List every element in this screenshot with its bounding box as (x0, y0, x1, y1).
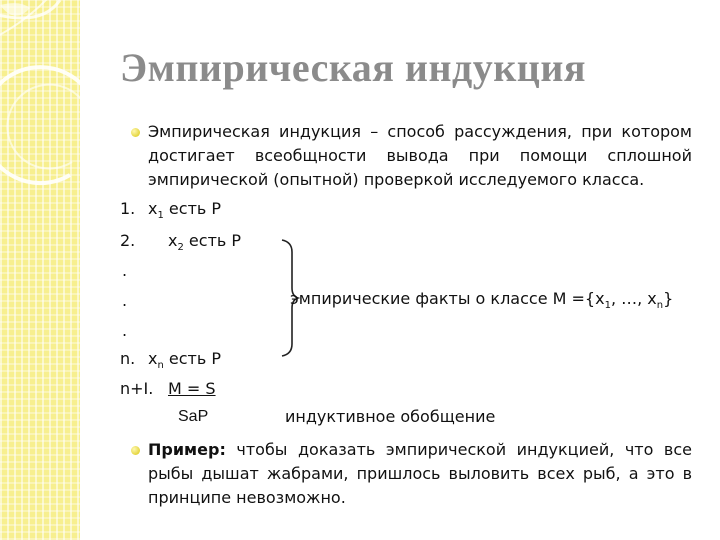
definition-line-1 (148, 120, 692, 144)
definition-line-3: эмпирической (опытной) проверкой исследуемого класса. (148, 170, 645, 189)
definition-line-2: достигает всеобщности вывода при помощи сплошной (148, 146, 692, 165)
definition-paragraph (148, 120, 692, 192)
example-line-2: рыбы дышат жабрами, пришлось выловить всех рыб, а это в (148, 464, 692, 483)
ellipsis-dot: . (122, 321, 128, 340)
step-number: 2. (120, 231, 136, 250)
example-label: Пример: (148, 440, 226, 459)
conclusion-text: M = S (168, 379, 216, 398)
step-number: n+I. (120, 379, 154, 398)
slide-title: Эмпирическая индукция (120, 45, 587, 90)
example-paragraph (148, 438, 692, 510)
example-text: чтобы доказать эмпирической индукцией, что все (225, 440, 692, 459)
bullet-icon (131, 446, 140, 455)
empirical-facts-text: эмпирические факты о классе $M =\{x_1$, …, $x_n$} (290, 289, 674, 312)
definition-term: Эмпирическая индукция (148, 122, 362, 141)
leaf-ornament-icon (0, 0, 80, 540)
step-number: n. (120, 349, 136, 368)
step-n-text: $x_n$ есть P (148, 349, 222, 372)
example-line-1 (148, 438, 692, 462)
definition-text: – способ рассуждения, при котором (361, 122, 692, 141)
step-2-text: $x_2$ есть P (168, 231, 242, 254)
generalization-label: индуктивное обобщение (285, 407, 496, 426)
bullet-icon (131, 128, 140, 137)
decorative-side-stripe (0, 0, 80, 540)
step-1-text: $x_1$ есть P (148, 199, 222, 222)
ellipsis-dot: . (122, 291, 128, 310)
ellipsis-dot: . (122, 261, 128, 280)
generalization-formula: SaP (178, 408, 209, 425)
step-number: 1. (120, 199, 136, 218)
example-line-3: принципе невозможно. (148, 488, 346, 507)
